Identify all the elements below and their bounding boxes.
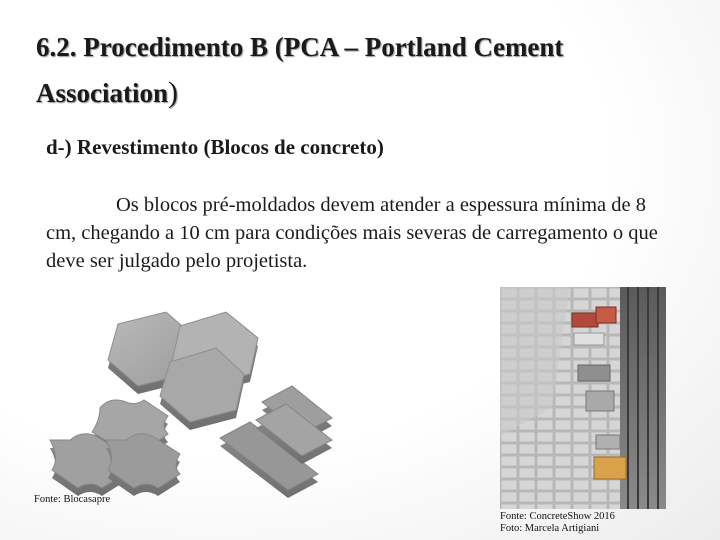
body-paragraph bbox=[46, 191, 676, 275]
concrete-show-photo bbox=[500, 287, 666, 509]
left-image-caption: Fonte: Blocasapre bbox=[34, 494, 111, 505]
paver-blocks-photo bbox=[30, 290, 490, 508]
slide-title-text: 6.2. Procedimento B (PCA – Portland Cement Association bbox=[36, 32, 564, 108]
right-image-caption bbox=[500, 511, 615, 535]
section-subtitle: d-) Revestimento (Blocos de concreto) bbox=[46, 135, 384, 159]
slide-title-paren: ) bbox=[168, 76, 179, 109]
slide-title bbox=[36, 24, 696, 116]
right-caption-photo-credit: Foto: Marcela Artigiani bbox=[500, 523, 600, 534]
body-paragraph-text: Os blocos pré-moldados devem atender a espessura mínima de 8 cm, chegando a 10 cm para condições mais severas de carregamento o que deve ser julgado pelo projetista. bbox=[46, 194, 658, 272]
interlocking-paver-group bbox=[50, 400, 180, 496]
right-caption-source: Fonte: ConcreteShow 2016 bbox=[500, 511, 615, 522]
